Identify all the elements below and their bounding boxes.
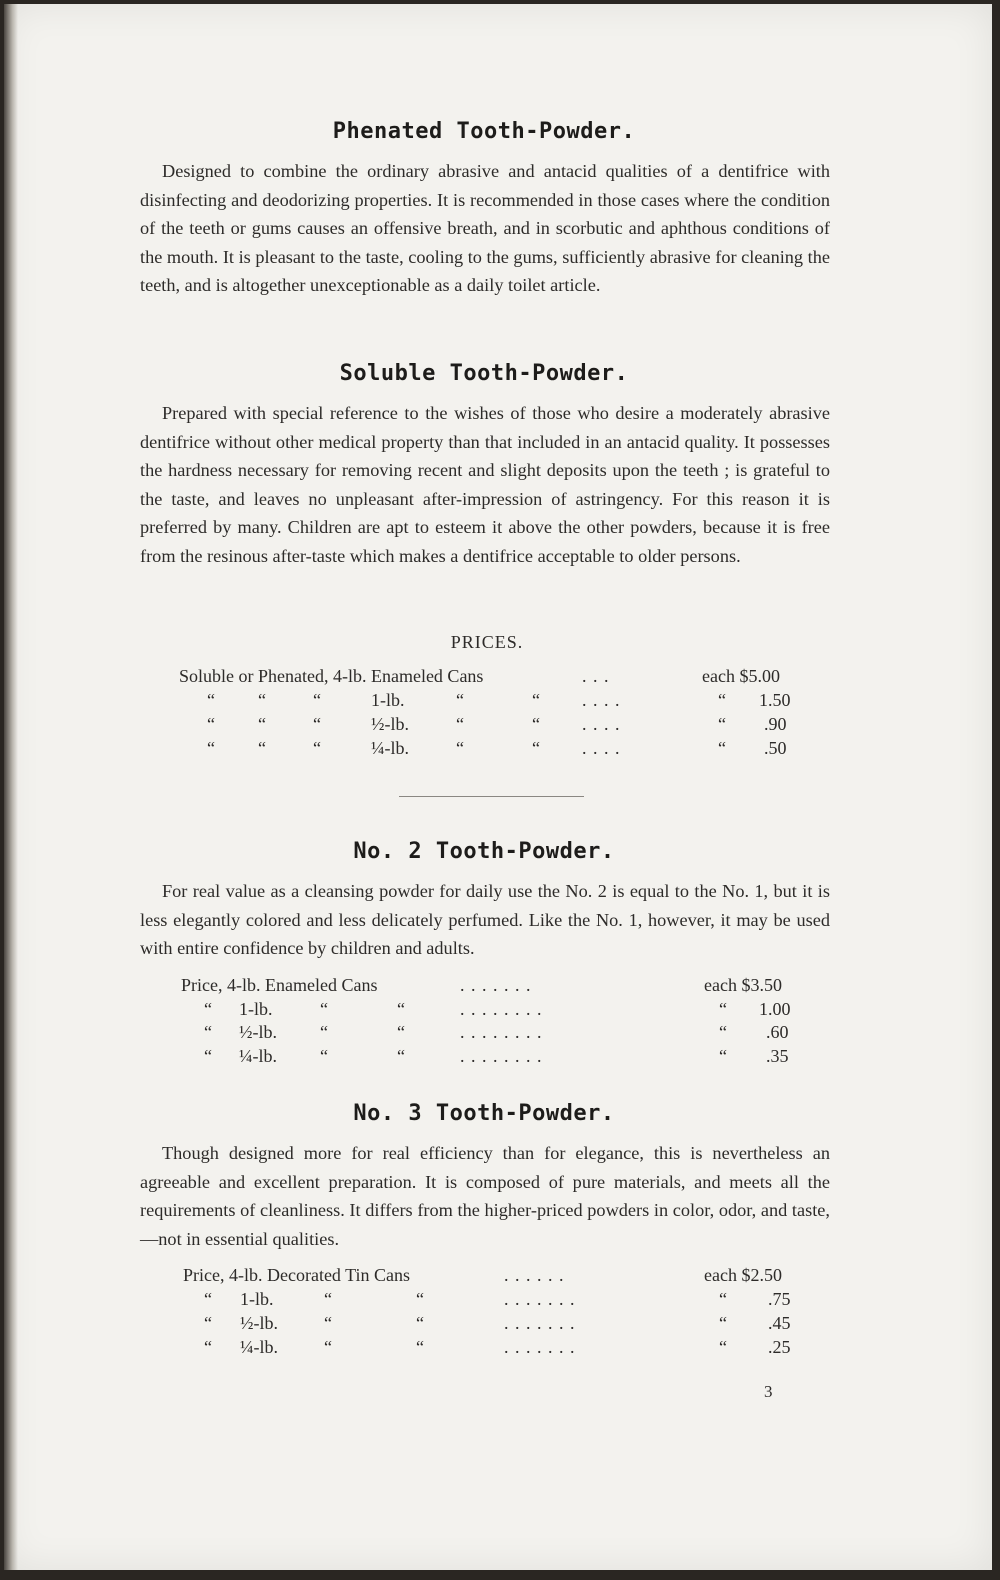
ditto-mark: “ <box>324 1337 332 1357</box>
price-value: .50 <box>764 738 787 758</box>
prices-heading: PRICES. <box>450 632 524 652</box>
section-title-phenated: Phenated Tooth-Powder. <box>332 119 636 144</box>
ditto-mark: “ <box>258 690 266 710</box>
price-row <box>4 975 992 999</box>
ditto-mark: “ <box>207 690 215 710</box>
size-label: ¼-lb. <box>371 738 409 758</box>
leader-dots: . . . . <box>582 738 621 758</box>
ditto-mark: “ <box>324 1289 332 1309</box>
ditto-mark: “ <box>718 714 726 734</box>
ditto-mark: “ <box>456 690 464 710</box>
ditto-mark: “ <box>718 738 726 758</box>
ditto-mark: “ <box>397 1022 405 1042</box>
price-row <box>4 999 992 1023</box>
size-label: ½-lb. <box>240 1313 278 1333</box>
ditto-mark: “ <box>313 714 321 734</box>
price-value: .90 <box>764 714 787 734</box>
paragraph-phenated: Designed to combine the ordinary abrasive and antacid qualities of a dentifrice with disinfecting and deodorizing properties. It is recommended in those cases where the condition of the teeth or gums causes an offensive breath, and in scorbutic and aphthous conditions of the mouth. It is pleasant to the taste, cooling to the gums, sufficiently abrasive for cleaning the teeth, and is altogether unexceptionable as a daily toilet article. <box>140 161 830 295</box>
ditto-mark: “ <box>204 1046 212 1066</box>
price-value: .25 <box>768 1337 791 1357</box>
ditto-mark: “ <box>320 999 328 1019</box>
ditto-mark: “ <box>719 1337 727 1357</box>
size-label: 1-lb. <box>239 999 273 1019</box>
ditto-mark: “ <box>324 1313 332 1333</box>
leader-dots: . . . . . . . . <box>460 1046 543 1066</box>
size-label: ½-lb. <box>239 1022 277 1042</box>
section-title-no2: No. 2 Tooth-Powder. <box>353 839 615 864</box>
section-title-no3: No. 3 Tooth-Powder. <box>353 1101 615 1126</box>
ditto-mark: “ <box>532 690 540 710</box>
page-content <box>4 4 992 1570</box>
ditto-mark: “ <box>532 738 540 758</box>
price-value: 1.50 <box>759 690 791 710</box>
ditto-mark: “ <box>313 738 321 758</box>
price-row <box>4 1265 992 1289</box>
price-row <box>4 1289 992 1313</box>
price-row <box>4 738 992 762</box>
paragraph-no2: For real value as a cleansing powder for daily use the No. 2 is equal to the No. 1, but it is less elegantly colored and less delicately perfumed. Like the No. 1, however, it may be used with entire confidence by children and adults. <box>140 881 830 958</box>
ditto-mark: “ <box>719 1313 727 1333</box>
size-label: ¼-lb. <box>239 1046 277 1066</box>
ditto-mark: “ <box>532 714 540 734</box>
leader-dots: . . . . . . . <box>460 975 532 995</box>
ditto-mark: “ <box>719 999 727 1019</box>
price-value: each $5.00 <box>702 666 780 686</box>
price-row <box>4 1022 992 1046</box>
ditto-mark: “ <box>204 1337 212 1357</box>
ditto-mark: “ <box>204 999 212 1019</box>
ditto-mark: “ <box>313 690 321 710</box>
ditto-mark: “ <box>320 1046 328 1066</box>
ditto-mark: “ <box>258 738 266 758</box>
price-label: Price, 4-lb. Decorated Tin Cans <box>183 1265 410 1285</box>
ditto-mark: “ <box>397 1046 405 1066</box>
ditto-mark: “ <box>719 1022 727 1042</box>
ditto-mark: “ <box>204 1289 212 1309</box>
price-row <box>4 690 992 714</box>
ditto-mark: “ <box>258 714 266 734</box>
price-value: .45 <box>768 1313 791 1333</box>
ditto-mark: “ <box>207 714 215 734</box>
ditto-mark: “ <box>456 714 464 734</box>
price-value: each $2.50 <box>704 1265 782 1285</box>
ditto-mark: “ <box>207 738 215 758</box>
ditto-mark: “ <box>416 1337 424 1357</box>
price-value: .35 <box>766 1046 789 1066</box>
size-label: ½-lb. <box>371 714 409 734</box>
ditto-mark: “ <box>416 1289 424 1309</box>
paragraph-no3: Though designed more for real efficiency than for elegance, this is nevertheless an agreeable and excellent preparation. It is composed of pure materials, and meets all the requirements of cleanliness. It differs from the higher-priced powders in color, odor, and taste,—not in essential qualities. <box>140 1143 830 1249</box>
price-row <box>4 1046 992 1070</box>
price-value: .75 <box>768 1289 791 1309</box>
section-divider <box>399 796 584 797</box>
ditto-mark: “ <box>456 738 464 758</box>
ditto-mark: “ <box>320 1022 328 1042</box>
leader-dots: . . . . . . . . <box>460 999 543 1019</box>
ditto-mark: “ <box>204 1313 212 1333</box>
price-value: .60 <box>766 1022 789 1042</box>
price-row <box>4 1313 992 1337</box>
size-label: 1-lb. <box>240 1289 274 1309</box>
ditto-mark: “ <box>397 999 405 1019</box>
leader-dots: . . . . <box>582 714 621 734</box>
page-number: 3 <box>764 1382 773 1401</box>
price-row <box>4 666 992 690</box>
price-row <box>4 714 992 738</box>
page <box>4 4 992 1570</box>
price-label: Soluble or Phenated, 4-lb. Enameled Cans <box>179 666 484 686</box>
paragraph-soluble: Prepared with special reference to the wishes of those who desire a moderately abrasive dentifrice without other medical property than that included in an antacid quality. It possesses the hardness necessary for removing recent and slight deposits upon the teeth ; is grateful to the taste, and leaves no unpleasant after-impression of astringency. For this reason it is preferred by many. Children are apt to esteem it above the other powders, because it is free from the resinous after-taste which makes a dentifrice acceptable to older persons. <box>140 403 830 566</box>
leader-dots: . . . <box>582 666 610 686</box>
ditto-mark: “ <box>719 1289 727 1309</box>
leader-dots: . . . . . . . <box>504 1289 576 1309</box>
ditto-mark: “ <box>718 690 726 710</box>
ditto-mark: “ <box>719 1046 727 1066</box>
price-value: each $3.50 <box>704 975 782 995</box>
ditto-mark: “ <box>416 1313 424 1333</box>
leader-dots: . . . . . . . <box>504 1313 576 1333</box>
ditto-mark: “ <box>204 1022 212 1042</box>
leader-dots: . . . . . . . <box>504 1337 576 1357</box>
price-label: Price, 4-lb. Enameled Cans <box>181 975 378 995</box>
size-label: ¼-lb. <box>240 1337 278 1357</box>
leader-dots: . . . . . . <box>504 1265 565 1285</box>
section-title-soluble: Soluble Tooth-Powder. <box>339 361 629 386</box>
price-value: 1.00 <box>759 999 791 1019</box>
leader-dots: . . . . <box>582 690 621 710</box>
size-label: 1-lb. <box>371 690 405 710</box>
leader-dots: . . . . . . . . <box>460 1022 543 1042</box>
price-row <box>4 1337 992 1361</box>
